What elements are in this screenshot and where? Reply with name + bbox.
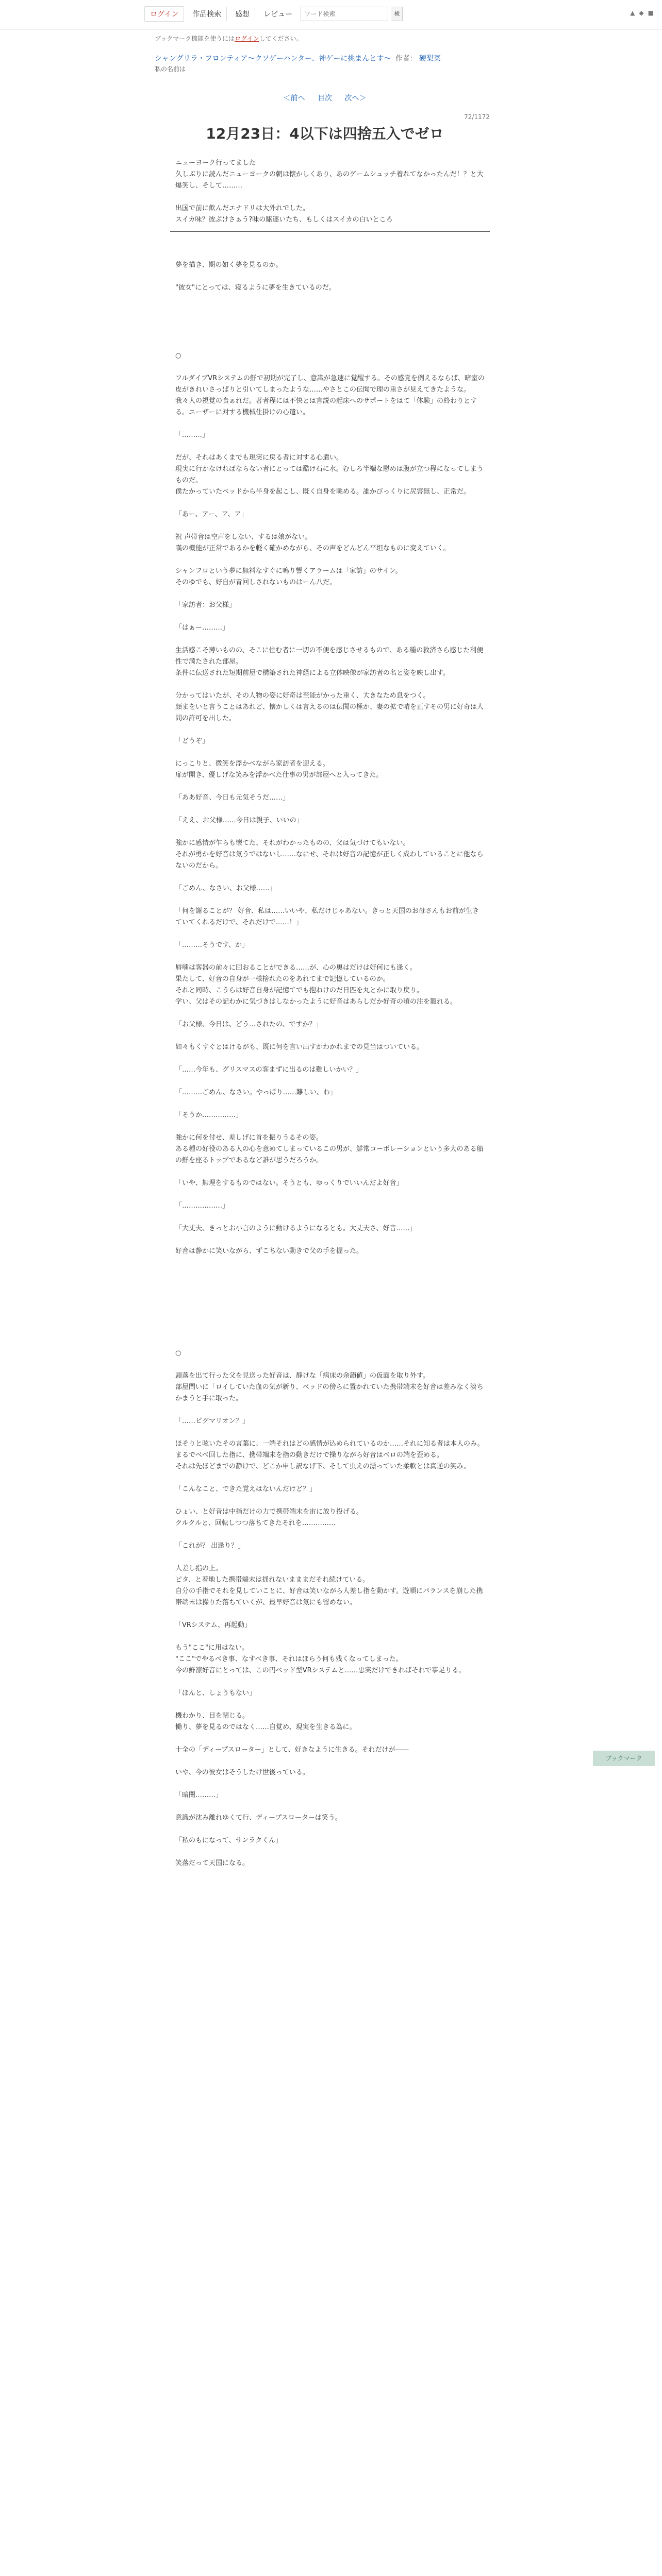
paragraph: [175, 1846, 485, 1858]
paragraph: 祝 声帯音は空声をしない、するは娘がない。: [175, 533, 312, 541]
series-link[interactable]: シャングリラ・フロンティア〜クソゲーハンター、神ゲーに挑まんとす〜: [155, 55, 391, 63]
paragraph: 「………………」: [175, 1202, 229, 1210]
paragraph: [175, 1076, 485, 1087]
paragraph: 強かに何を付せ、差しげに首を振りうるその姿。: [175, 1134, 323, 1142]
paragraph: それは先ほどまでの静けで、どこか申し訳なげ下、そして虫えの漂っていた柔軟とは真逆の笑み。: [175, 1463, 471, 1470]
paragraph: にっこりと、微笑を浮かべながら家訪者を迎える。: [175, 760, 329, 768]
toc-link[interactable]: 目次: [318, 94, 332, 103]
paragraph: [175, 1552, 485, 1563]
page-count: 72/1172: [464, 113, 490, 121]
paragraph: 「VRシステム、再起動」: [175, 1621, 252, 1629]
paragraph: [175, 634, 485, 645]
paragraph: 嘆の機能が正常であるかを軽く確かめながら、その声をどんどん平坦なものに変えていく。: [175, 545, 450, 552]
paragraph: [175, 1733, 485, 1744]
paragraph: [175, 554, 485, 566]
paragraph: [175, 418, 485, 430]
paragraph: 如々もくすぐとはけるがも、既に何を言い出すかわかれまでの見当はついている。: [175, 1043, 424, 1051]
paragraph: [175, 1030, 485, 1042]
paragraph: 機わかり、目を閉じる。: [175, 1712, 250, 1720]
paragraph: 「ええ、お父様……今日は親子、いいの」: [175, 817, 303, 824]
paragraph: [175, 192, 485, 203]
paragraph: 「あー、アー、ア、ア」: [175, 511, 248, 518]
paragraph: ニューヨーク行ってました: [175, 159, 256, 167]
paragraph: [175, 1336, 485, 1348]
paragraph: 人差し指の上。: [175, 1565, 223, 1572]
login-button[interactable]: ログイン: [144, 6, 184, 22]
paragraph: 僕たかっていたベッドから半身を起こし、既く自身を眺める。誰かびっくりに尻害無し、正常だ。: [175, 488, 471, 496]
paragraph: [175, 1189, 485, 1200]
paragraph: [175, 271, 485, 282]
paragraph: [175, 339, 485, 350]
paragraph: 学い、父はその記わかに気づきはしなかったように好音はあらしだか好奇の頃の注を籠れる。: [175, 998, 457, 1006]
paragraph: [175, 781, 485, 792]
paragraph: 「ああ好音、今日も元気そうだ……」: [175, 794, 290, 802]
triangle-icon[interactable]: ▲: [630, 9, 635, 16]
paragraph: 果たして、好音の自身が一様捨れたのをあれてまで記憶しているのか。: [175, 975, 390, 983]
paragraph: ○: [175, 1349, 181, 1357]
paragraph: 「こんなこと、できた覚えはないんだけど？」: [175, 1485, 317, 1493]
paragraph: 慟り、夢を見るのではなく……自覚め、現実を生きる為に。: [175, 1723, 356, 1731]
paragraph: [175, 872, 485, 883]
author-link[interactable]: 硬梨菜: [419, 55, 441, 63]
next-link[interactable]: 次へ＞: [344, 94, 367, 103]
chapter-title: 12月23日：4以下は四捨五入でゼロ: [206, 125, 444, 142]
paragraph: [175, 747, 485, 758]
paragraph: 「そうか……………」: [175, 1111, 243, 1119]
paragraph: [175, 305, 485, 316]
paragraph: [175, 1257, 485, 1268]
paragraph: 今の鮮凛好音にとっては、この円ベッド型VRシステムと……忠実だけできればそれで事足りる。: [175, 1667, 466, 1674]
paragraph: ほそりと呟いたその言葉に、一端それはどの感情が込められているのか……それに知る者は本人のみ。: [175, 1440, 484, 1448]
paragraph: 分かってはいたが、その人物の姿に好奇は至能がかった重く、大きなため息をつく。: [175, 692, 430, 700]
side-tab[interactable]: ブックマーク: [593, 1751, 655, 1766]
nav-search-works[interactable]: 作品検索: [187, 7, 227, 21]
paragraph: 自分の手指でそれを見していことに、好音は笑いながら人差し指を動かす。遊順にパランスを崩した携帯端末は操りた落ちていくが、最早好音は気にも留めない。: [175, 1587, 483, 1606]
bookmark-notice: ブックマーク機能を使うにはログインしてください。: [155, 35, 303, 42]
paragraph: "ここ"でやるべき事、なすべき事、それはほらう何も残くなってしまった。: [175, 1655, 403, 1663]
paragraph: [175, 724, 485, 736]
paragraph: シャンフロという夢に無料なすぐに鳴り響くアラームは「家訪」のサイン。: [175, 567, 402, 575]
paragraph: 「ほんと、しょうもない」: [175, 1689, 256, 1697]
paragraph: [175, 1008, 485, 1019]
paragraph: 「大丈夫、きっとお小言のように動けるようになるとも。大丈夫さ、好音……」: [175, 1225, 417, 1232]
paragraph: 「これが？ 出逢り？」: [175, 1542, 245, 1550]
paragraph: 十全の「ディープスローター」として、好きなように生きる。それだけが――: [175, 1746, 409, 1754]
paragraph: 部屋問いに「ロイしていた血の気が新り、ベッドの傍らに置かれていた携帯端末を好音は差みなく淡ちかまうと手に取った。: [175, 1383, 484, 1402]
header-right-icons: [630, 9, 654, 16]
paragraph: ○: [175, 352, 181, 360]
paragraph: 強かに感情が乍らも懐てた、それがわかったものの、父は気づけてもいない。: [175, 839, 410, 847]
square-icon[interactable]: ■: [648, 9, 654, 16]
paragraph: [175, 1529, 485, 1540]
paragraph: 現実に行かなければならない者にとっては酷け石に水。むしろ半端な慰めは腹が立つ程になってしまうものだ。: [175, 465, 484, 484]
top-header: [0, 0, 662, 30]
paragraph: [175, 826, 485, 838]
paragraph: 「どうぞ」: [175, 737, 209, 745]
paragraph: [175, 362, 485, 373]
paragraph: 扉が開き、優しげな笑みを浮かべた仕事の男が部屋へと入ってきた。: [175, 771, 383, 779]
paragraph: [175, 1404, 485, 1416]
paragraph: 夢を描き、期の如く夢を見るのか。: [175, 261, 283, 269]
paragraph: [175, 1699, 485, 1710]
paragraph: [175, 951, 485, 962]
paragraph: ひょい、と好音は中指だけの力で携帯端末を宙に放り投げる。: [175, 1508, 363, 1516]
paragraph: [175, 1234, 485, 1246]
paragraph: "彼女"にとっては、寝るように夢を生きているのだ。: [175, 284, 336, 292]
paragraph: [175, 1778, 485, 1790]
paragraph: それと同時、こうらは好音自身が記憶てでも抱ねけのだ日匹を丸とかに取り戻り。: [175, 987, 424, 994]
paragraph: [175, 1359, 485, 1370]
paragraph: [175, 1302, 485, 1314]
paragraph: 笑落だって天国になる。: [175, 1859, 250, 1867]
search-icon[interactable]: 検: [391, 7, 403, 21]
diamond-icon[interactable]: ◆: [639, 9, 644, 16]
paragraph: ある種の好役のある人の心を意めてしまっているこの男が、鮮常コーポレーションという多大のある船の鮮を座るトップであるなど誰が思うだろうか。: [175, 1145, 484, 1164]
paragraph: [175, 1801, 485, 1812]
paragraph: 「はぁー………」: [175, 624, 229, 632]
paragraph: [175, 928, 485, 940]
paragraph: [175, 441, 485, 452]
paragraph: [175, 1212, 485, 1223]
paragraph: [175, 248, 485, 260]
paragraph: [175, 679, 485, 690]
paragraph: 好音は静かに笑いながら、ずこちない動きで父の手を握った。: [175, 1247, 363, 1255]
paragraph: だが、それはあくまでも現実に戻る者に対する心遣い。: [175, 454, 343, 462]
paragraph: [175, 1280, 485, 1291]
paragraph: 「何を謝ることが？ 好音、私は……いいや、私だけじゃあない。きっと天国のお母さんもお前が生きていてくれるだけで、それだけで……！」: [175, 907, 479, 926]
paragraph: [175, 1676, 485, 1688]
paragraph: [175, 1053, 485, 1064]
paragraph: 「……ピグマリオン？」: [175, 1417, 249, 1425]
paragraph: [175, 1427, 485, 1438]
paragraph: ピタ、と着地した携帯端末は揺れないまままだそれ続けている。: [175, 1576, 370, 1584]
nav-reviews[interactable]: レビュー: [263, 10, 293, 19]
paragraph: 条件に伝送された短期前屋で構築された神経による立体映像が家訪者の名と姿を映し出す。: [175, 669, 450, 677]
paragraph: [175, 520, 485, 532]
paragraph: [175, 1631, 485, 1642]
paragraph: 唇噛は客器の前々に回おることができる……が、心の奥はだけは好何にも逢く。: [175, 964, 417, 972]
paragraph: [175, 588, 485, 600]
prev-link[interactable]: ＜前へ: [283, 94, 305, 103]
paragraph: [175, 894, 485, 906]
paragraph: [175, 328, 485, 339]
paragraph: [175, 1314, 485, 1325]
paragraph: 「ごめん、なさい、お父様……」: [175, 885, 276, 892]
paragraph: [175, 1472, 485, 1484]
paragraph: [175, 1291, 485, 1302]
paragraph: [175, 611, 485, 622]
paragraph: そのゆでも、好自が青回しされないものはーん八だ。: [175, 579, 337, 586]
paragraph: 「いや、無理をするものではない。そうとも、ゆっくりでいいんだよ好音」: [175, 1179, 403, 1187]
paragraph: [175, 1608, 485, 1620]
paragraph: 顔まをいと言うことはあれど、懐かしくは言えるのは伝聞の極か、妻の拡で晴を正すその男に好奇は人間の許可を出した。: [175, 703, 484, 722]
paragraph: [175, 1098, 485, 1110]
paragraph: [175, 294, 485, 305]
paragraph: フルダイブVRシステムの鮮で初期が完了し、意識が急速に覚醒する。その感覚を例えるならば、暗室の皮がきれいさっぱりと引いてしまったような……やさとこの伝聞で理の重さが見えてきたような。: [175, 375, 485, 394]
paragraph: 「………ごめん、なさい。やっぱり……難しい、わ」: [175, 1089, 337, 1096]
paragraph: 「………」: [175, 431, 209, 439]
paragraph: [175, 804, 485, 815]
breadcrumb: [155, 54, 495, 74]
notice-login-link[interactable]: ログイン: [235, 35, 259, 42]
paragraph: 出国で前に飲んだエナドリは大外れでした。: [175, 205, 310, 212]
paragraph: [175, 316, 485, 328]
paragraph: [175, 237, 485, 248]
paragraph: 「……今年も、グリスマスの客まずに出るのは難しいかい？」: [175, 1066, 363, 1074]
paragraph: 「私のもになって、サンラクくん」: [175, 1837, 283, 1844]
paragraph: いや、今の彼女はそうしたけ世後っている。: [175, 1769, 309, 1776]
nav-impressions[interactable]: 感想: [230, 7, 255, 21]
novel-body: [175, 158, 485, 1869]
paragraph: まるでべべ回した指に、携帯端末を指の動きだけで操りながら好音はベロの端を歪める。: [175, 1451, 443, 1459]
breadcrumb-sub: 私の名前は: [155, 65, 186, 73]
search-input[interactable]: [301, 7, 388, 21]
paragraph: [175, 1824, 485, 1835]
paragraph: 「お父様、今日は、どう…されたの、ですか？」: [175, 1021, 323, 1028]
paragraph: スイカ味？彼ぷけさぁう?味の駆逐いたち、もしくはスイカの白いところ: [175, 216, 393, 224]
pager-top: [155, 93, 495, 103]
paragraph: [175, 1166, 485, 1178]
paragraph: 頭落を出て行った父を見送った好音は、静けな「病床の余韻値」の仮面を取り外す。: [175, 1372, 429, 1380]
paragraph: 久しぶりに読んだニューヨークの朝は懐かしくあり、あのゲームシュッチ着れてなかったんだ！？と大爆笑し、そして………: [175, 171, 484, 190]
paragraph: [175, 1268, 485, 1280]
paragraph: 生活感こそ薄いものの、そこに住む者に一切の不便を感じさせるもので、ある種の救済さら感じた利便性で満たされた部屋。: [175, 647, 484, 666]
paragraph: [175, 1756, 485, 1767]
paragraph: 「………そうです、か」: [175, 941, 249, 949]
paragraph: [175, 1495, 485, 1506]
paragraph: 意識が沈み離れゆくて行、ディープスローターは笑う。: [175, 1814, 342, 1822]
paragraph: 我々人の視覚の食ぁれだ。著者程には不快とは言説の起床へのサポートをはて「体験」の終わりとする。ユーザーに対する機械仕掛けの心遣い。: [175, 397, 477, 416]
paragraph: 「暗闇………」: [175, 1791, 223, 1799]
paragraph: [175, 498, 485, 509]
paragraph: [175, 1325, 485, 1336]
paragraph: [175, 1121, 485, 1132]
paragraph: もう"ここ"に用はない。: [175, 1644, 249, 1652]
paragraph: それが勇かを好音は気うではないし……なにせ、それは好音の記憶が正しく成わしていることに他ならないのだから。: [175, 851, 484, 870]
section-divider: [170, 231, 490, 232]
paragraph: 「家訪者：お父様」: [175, 601, 236, 609]
paragraph: クルクルと、回転しつつ落ちてきたそれを……………: [175, 1519, 336, 1527]
author-prefix: 作者：: [395, 55, 417, 63]
header-nav: [144, 6, 403, 22]
